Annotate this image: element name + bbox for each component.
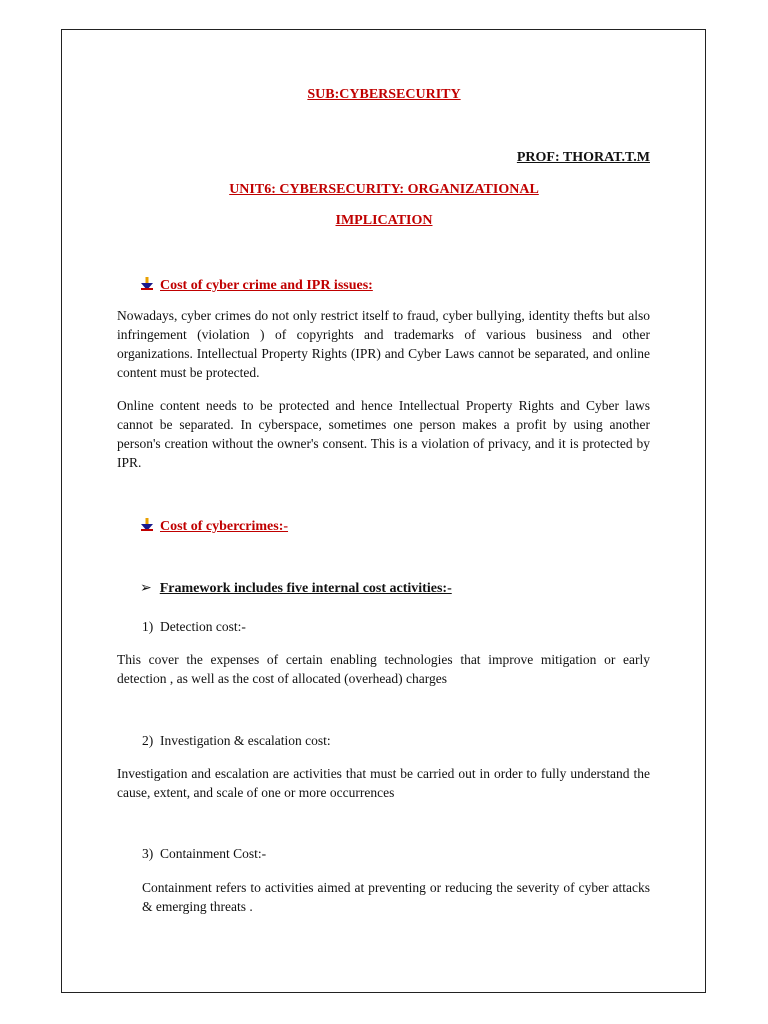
framework-row — [140, 580, 452, 597]
section1-heading-row — [140, 277, 373, 294]
item2-text: Investigation and escalation are activities that must be carried out in order to fully understand the cause, extent, and scale of one or more occurrences — [117, 766, 650, 800]
section2-heading-row — [140, 518, 288, 535]
professor-name: PROF: THORAT.T.M — [516, 150, 650, 165]
section1-paragraph-1: Nowadays, cyber crimes do not only restrict itself to fraud, cyber bullying, identity thefts but also infringement (violation ) of copyrights and trademarks of various business and other organizations. Intellectual Property Rights (IPR) and Cyber Laws cannot be separated, and online content must be protected. — [117, 308, 650, 380]
down-arrow-bullet-icon — [140, 518, 154, 532]
item3-text: Containment refers to activities aimed at preventing or reducing the severity of cyber attacks & emerging threats . — [142, 880, 650, 914]
item3-label: 3) Containment Cost:- — [142, 846, 267, 861]
section1-heading: Cost of cyber crime and IPR issues: — [160, 278, 373, 293]
section1-paragraph-2: Online content needs to be protected and hence Intellectual Property Rights and Cyber laws cannot be separated. In cyberspace, sometimes one person makes a profit by using another person's creation without the owner's consent. This is a violation of privacy, and it is protected by IPR. — [117, 398, 650, 470]
section2-heading: Cost of cybercrimes:- — [160, 519, 289, 534]
unit-title-line1: UNIT6: CYBERSECURITY: ORGANIZATIONAL — [229, 182, 539, 197]
item1-text: This cover the expenses of certain enabling technologies that improve mitigation or early detection , as well as the cost of allocated (overhead) charges — [117, 652, 650, 686]
item2-label: 2) Investigation & escalation cost: — [142, 733, 331, 748]
down-arrow-bullet-icon — [140, 277, 154, 291]
arrowhead-bullet-icon: ➢ — [140, 581, 152, 596]
framework-heading: Framework includes five internal cost activities:- — [159, 581, 452, 596]
subject-title: SUB:CYBERSECURITY — [307, 87, 461, 102]
unit-title-line2: IMPLICATION — [335, 213, 433, 228]
item1-label: 1) Detection cost:- — [142, 619, 246, 634]
